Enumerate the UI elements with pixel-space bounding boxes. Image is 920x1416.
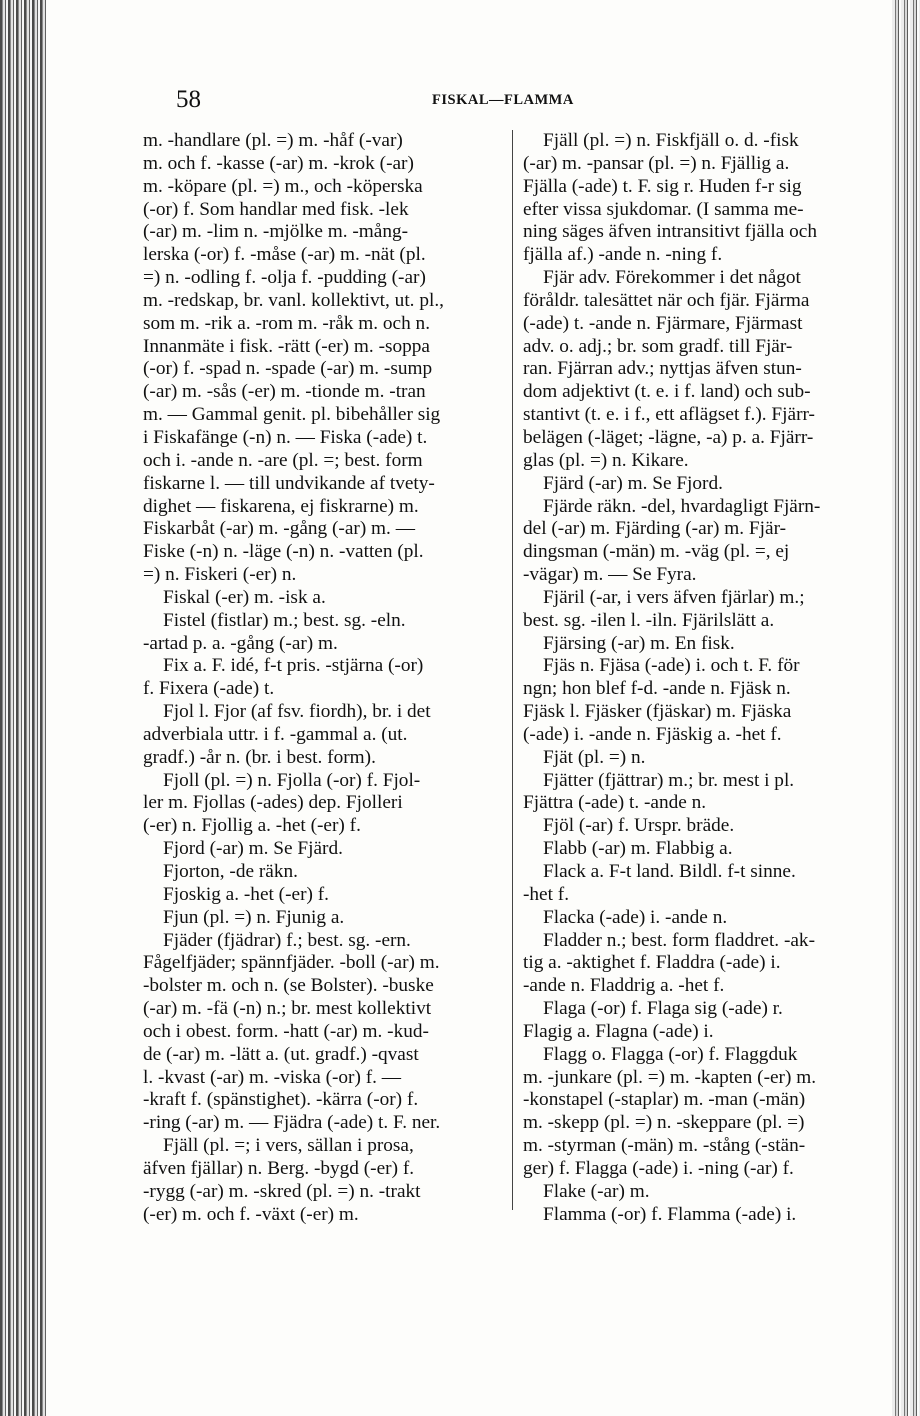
text-line: de (-ar) m. -lätt a. (ut. gradf.) -qvast (143, 1043, 419, 1065)
text-line: Fjord (-ar) m. Se Fjärd. (163, 838, 343, 860)
text-line: ning säges äfven intransitivt fjälla och (523, 221, 817, 243)
text-line: och i. -ande n. -are (pl. =; best. form (143, 449, 423, 471)
text-line: Fjärd (-ar) m. Se Fjord. (543, 472, 723, 494)
text-line: efter vissa sjukdomar. (I samma me- (523, 198, 804, 220)
text-line: Fjäsk l. Fjäsker (fjäskar) m. Fjäska (523, 701, 792, 723)
text-line: Fjärde räkn. -del, hvardagligt Fjärn- (543, 495, 821, 517)
text-line: Fjoskig a. -het (-er) f. (163, 883, 329, 905)
text-line: Fjöl (-ar) f. Urspr. bräde. (543, 815, 735, 837)
text-line: (-er) n. Fjollig a. -het (-er) f. (143, 815, 361, 837)
text-line: (-ar) m. -fä (-n) n.; br. mest kollektivt (143, 998, 432, 1020)
text-line: äfven fjällar) n. Berg. -bygd (-er) f. (143, 1157, 415, 1179)
text-line: glas (pl. =) n. Kikare. (523, 449, 689, 471)
text-line: f. Fixera (-ade) t. (143, 678, 275, 700)
text-line: m. -redskap, br. vanl. kollektivt, ut. pl., (143, 289, 444, 311)
text-line: Fjorton, -de räkn. (163, 861, 298, 882)
text-line: (-or) f. -spad n. -spade (-ar) m. -sump (143, 358, 433, 380)
text-line: fiskarne l. — till undvikande af tvety- (143, 472, 435, 494)
text-line: fjälla af.) -ande n. -ning f. (523, 244, 723, 266)
text-line: belägen (-läget; -lägne, -a) p. a. Fjärr- (523, 426, 814, 448)
text-line: Fjoll (pl. =) n. Fjolla (-or) f. Fjol- (163, 769, 421, 791)
text-line: m. och f. -kasse (-ar) m. -krok (-ar) (143, 152, 414, 174)
text-line: ler m. Fjollas (-ades) dep. Fjolleri (143, 792, 403, 814)
text-line: Fjärsing (-ar) m. En fisk. (543, 632, 735, 654)
text-line: Fix a. F. idé, f-t pris. -stjärna (-or) (163, 655, 424, 677)
text-line: Flagg o. Flagga (-or) f. Flaggduk (543, 1043, 798, 1065)
text-line: m. -köpare (pl. =) m., och -köperska (143, 175, 423, 197)
text-line: Flagig a. Flagna (-ade) i. (523, 1020, 714, 1042)
text-line: Flake (-ar) m. (543, 1180, 650, 1202)
text-line: -ande n. Fladdrig a. -het f. (523, 975, 725, 997)
text-line: dom adjektivt (t. e. i f. land) och sub- (523, 381, 811, 403)
text-line: Flacka (-ade) i. -ande n. (543, 906, 728, 928)
text-line: Fladder n.; best. form fladdret. -ak- (543, 929, 815, 951)
column-divider (512, 130, 513, 1210)
text-line: -rygg (-ar) m. -skred (pl. =) n. -trakt (143, 1180, 421, 1202)
text-line: (-er) m. och f. -växt (-er) m. (143, 1203, 359, 1225)
text-line: (-ar) m. -lim n. -mjölke m. -mång- (143, 221, 409, 243)
text-line: Fjol l. Fjor (af fsv. fiordh), br. i det (163, 701, 431, 723)
text-line: -kraft f. (spänstighet). -kärra (-or) f. (143, 1089, 419, 1111)
text-line: Fjäll (pl. =; i vers, sällan i prosa, (163, 1135, 414, 1157)
text-line: m. -styrman (-män) m. -stång (-stän- (523, 1135, 806, 1157)
text-line: i Fiskafänge (-n) n. — Fiska (-ade) t. (143, 426, 428, 448)
text-line: Fjättra (-ade) t. -ande n. (523, 792, 707, 814)
text-line: (-ar) m. -sås (-er) m. -tionde m. -tran (143, 381, 426, 403)
text-line: m. — Gammal genit. pl. bibehåller sig (143, 404, 441, 426)
text-line: Fjär adv. Förekommer i det något (543, 267, 801, 289)
text-line: best. sg. -ilen l. -iln. Fjärilslätt a. (523, 609, 775, 631)
text-line: Fjäril (-ar, i vers äfven fjärlar) m.; (543, 586, 805, 608)
text-line: Fågelfjäder; spännfjäder. -boll (-ar) m. (143, 952, 440, 974)
text-line: ngn; hon blef f-d. -ande n. Fjäsk n. (523, 678, 791, 700)
text-line: Fiske (-n) n. -läge (-n) n. -vatten (pl. (143, 541, 424, 563)
text-line: Fiskarbåt (-ar) m. -gång (-ar) m. — (143, 518, 415, 540)
text-line: dingsman (-män) m. -väg (pl. =, ej (523, 541, 790, 563)
text-line: dighet — fiskarena, ej fiskrarne) m. (143, 495, 419, 517)
right-column (523, 130, 875, 1227)
text-line: Fjätter (fjättrar) m.; br. mest i pl. (543, 769, 795, 791)
text-line: Fjäll (pl. =) n. Fiskfjäll o. d. -fisk (543, 130, 799, 151)
text-line: adverbiala uttr. i f. -gammal a. (ut. (143, 723, 408, 745)
text-line: Flabb (-ar) m. Flabbig a. (543, 838, 733, 860)
text-line: lerska (-or) f. -måse (-ar) m. -nät (pl. (143, 244, 426, 266)
text-line: =) n. -odling f. -olja f. -pudding (-ar) (143, 267, 426, 289)
text-line: Fjälla (-ade) t. F. sig r. Huden f-r sig (523, 175, 802, 197)
text-line: (-ade) i. -ande n. Fjäskig a. -het f. (523, 723, 782, 745)
running-head: FISKAL—FLAMMA (432, 92, 574, 108)
page-fore-edge (892, 0, 920, 1416)
text-line: m. -junkare (pl. =) m. -kapten (-er) m. (523, 1066, 817, 1088)
text-line: föråldr. talesättet när och fjär. Fjärma (523, 289, 810, 311)
text-line: -het f. (523, 883, 570, 905)
text-line: (-or) f. Som handlar med fisk. -lek (143, 198, 409, 220)
text-line: m. -skepp (pl. =) n. -skeppare (pl. =) (523, 1112, 805, 1134)
text-line: (-ar) m. -pansar (pl. =) n. Fjällig a. (523, 152, 790, 174)
text-line: Flamma (-or) f. Flamma (-ade) i. (543, 1203, 797, 1225)
left-column (143, 130, 503, 1227)
text-line: Fjäder (fjädrar) f.; best. sg. -ern. (163, 929, 411, 951)
text-line: -bolster m. och n. (se Bolster). -buske (143, 975, 434, 997)
page-number: 58 (176, 86, 201, 113)
text-line: Fiskal (-er) m. -isk a. (163, 586, 326, 608)
text-line: -ring (-ar) m. — Fjädra (-ade) t. F. ner. (143, 1112, 441, 1134)
text-line: ran. Fjärran adv.; nyttjas äfven stun- (523, 358, 802, 380)
text-line: -vägar) m. — Se Fyra. (523, 564, 697, 586)
text-line: -konstapel (-staplar) m. -man (-män) (523, 1089, 806, 1111)
text-line: stantivt (t. e. i f., ett aflägset f.). Fjärr- (523, 404, 815, 426)
text-line: adv. o. adj.; br. som gradf. till Fjär- (523, 335, 793, 357)
text-line: Flaga (-or) f. Flaga sig (-ade) r. (543, 998, 783, 1020)
text-line: del (-ar) m. Fjärding (-ar) m. Fjär- (523, 518, 787, 540)
text-line: Fjun (pl. =) n. Fjunig a. (163, 906, 345, 928)
text-line: m. -handlare (pl. =) m. -håf (-var) (143, 130, 403, 151)
text-line: Fjät (pl. =) n. (543, 746, 646, 768)
book-spine-edge (0, 0, 46, 1416)
text-line: Flack a. F-t land. Bildl. f-t sinne. (543, 861, 796, 882)
text-line: ger) f. Flagga (-ade) i. -ning (-ar) f. (523, 1157, 794, 1179)
text-line: som m. -rik a. -rom m. -råk m. och n. (143, 312, 431, 334)
text-line: och i obest. form. -hatt (-ar) m. -kud- (143, 1020, 429, 1042)
text-line: Innanmäte i fisk. -rätt (-er) m. -soppa (143, 335, 430, 357)
text-line: gradf.) -år n. (br. i best. form). (143, 746, 376, 768)
text-line: Fjäs n. Fjäsa (-ade) i. och t. F. för (543, 655, 800, 677)
text-line: (-ade) t. -ande n. Fjärmare, Fjärmast (523, 312, 803, 334)
text-line: =) n. Fiskeri (-er) n. (143, 564, 297, 586)
text-line: -artad p. a. -gång (-ar) m. (143, 632, 338, 654)
text-line: l. -kvast (-ar) m. -viska (-or) f. — (143, 1066, 402, 1088)
text-line: tig a. -aktighet f. Fladdra (-ade) i. (523, 952, 781, 974)
text-line: Fistel (fistlar) m.; best. sg. -eln. (163, 609, 406, 631)
